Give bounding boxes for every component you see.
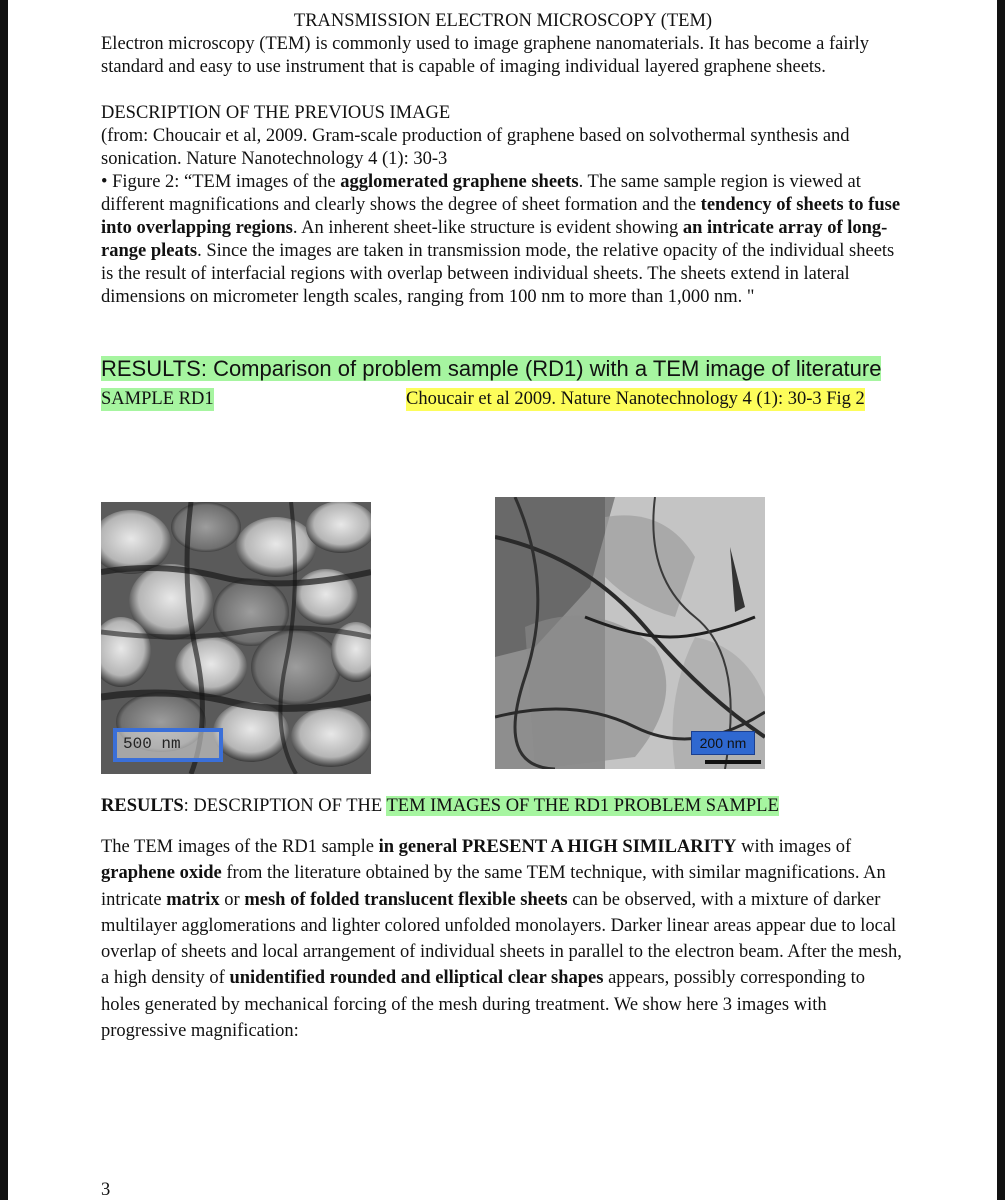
literature-scale-bar [705, 760, 761, 764]
literature-tem-graphic [495, 497, 765, 769]
sample-rd1-label: SAMPLE RD1 [101, 389, 214, 409]
page-number: 3 [101, 1180, 111, 1200]
literature-tem-image [495, 497, 765, 769]
rd1-scale-bar-label: 500 nm [113, 728, 223, 762]
previous-image-heading: DESCRIPTION OF THE PREVIOUS IMAGE [101, 103, 451, 123]
figure-quote: • Figure 2: “TEM images of the agglomerated graphene sheets. The same sample region is viewed at different magnifications and clearly shows the degree of sheet formation and the tendency of sheets to fuse into overlapping regions. An inherent sheet-like structure is evident showing an intricate array of long-range pleats. Since the images are taken in transmission mode, the relative opacity of the individual sheets is the result of interfacial regions with overlap between individual sheets. The sheets extend in lateral dimensions on micrometer length scales, ranging from 100 nm to more than 1,000 nm. " [101, 172, 901, 307]
left-page-edge [0, 0, 8, 1200]
document-page [101, 10, 905, 418]
literature-label: Choucair et al 2009. Nature Nanotechnology 4 (1): 30-3 Fig 2 [406, 389, 865, 409]
image-labels-row [101, 388, 905, 418]
description-heading: RESULTS: DESCRIPTION OF THE TEM IMAGES OF THE RD1 PROBLEM SAMPLE [101, 796, 779, 816]
sample-rd1-tem-image [101, 502, 371, 774]
description-body: The TEM images of the RD1 sample in general PRESENT A HIGH SIMILARITY with images of graphene oxide from the literature obtained by the same TEM technique, with similar magnifications. An intricate matrix or mesh of folded translucent flexible sheets can be observed, with a mixture of darker multilayer agglomerations and lighter colored unfolded monolayers. Darker linear areas appear due to local overlap of sheets and local arrangement of individual sheets in parallel to the electron beam. After the mesh, a high density of unidentified rounded and elliptical clear shapes appears, possibly corresponding to holes generated by mechanical forcing of the mesh during treatment. We show here 3 images with progressive magnification: [101, 837, 902, 1042]
previous-image-source: (from: Choucair et al, 2009. Gram-scale production of graphene based on solvothermal synthesis and sonication. Nature Nanotechnology 4 (1): 30-3 [101, 126, 850, 169]
literature-scale-bar-label: 200 nm [691, 731, 755, 755]
right-page-edge [997, 0, 1005, 1200]
page-title: TRANSMISSION ELECTRON MICROSCOPY (TEM) [293, 11, 713, 31]
intro-paragraph: Electron microscopy (TEM) is commonly used to image graphene nanomaterials. It has become a fairly standard and easy to use instrument that is capable of imaging individual layered graphene sheets. [101, 34, 870, 77]
results-heading: RESULTS: Comparison of problem sample (RD1) with a TEM image of literature [101, 356, 882, 381]
